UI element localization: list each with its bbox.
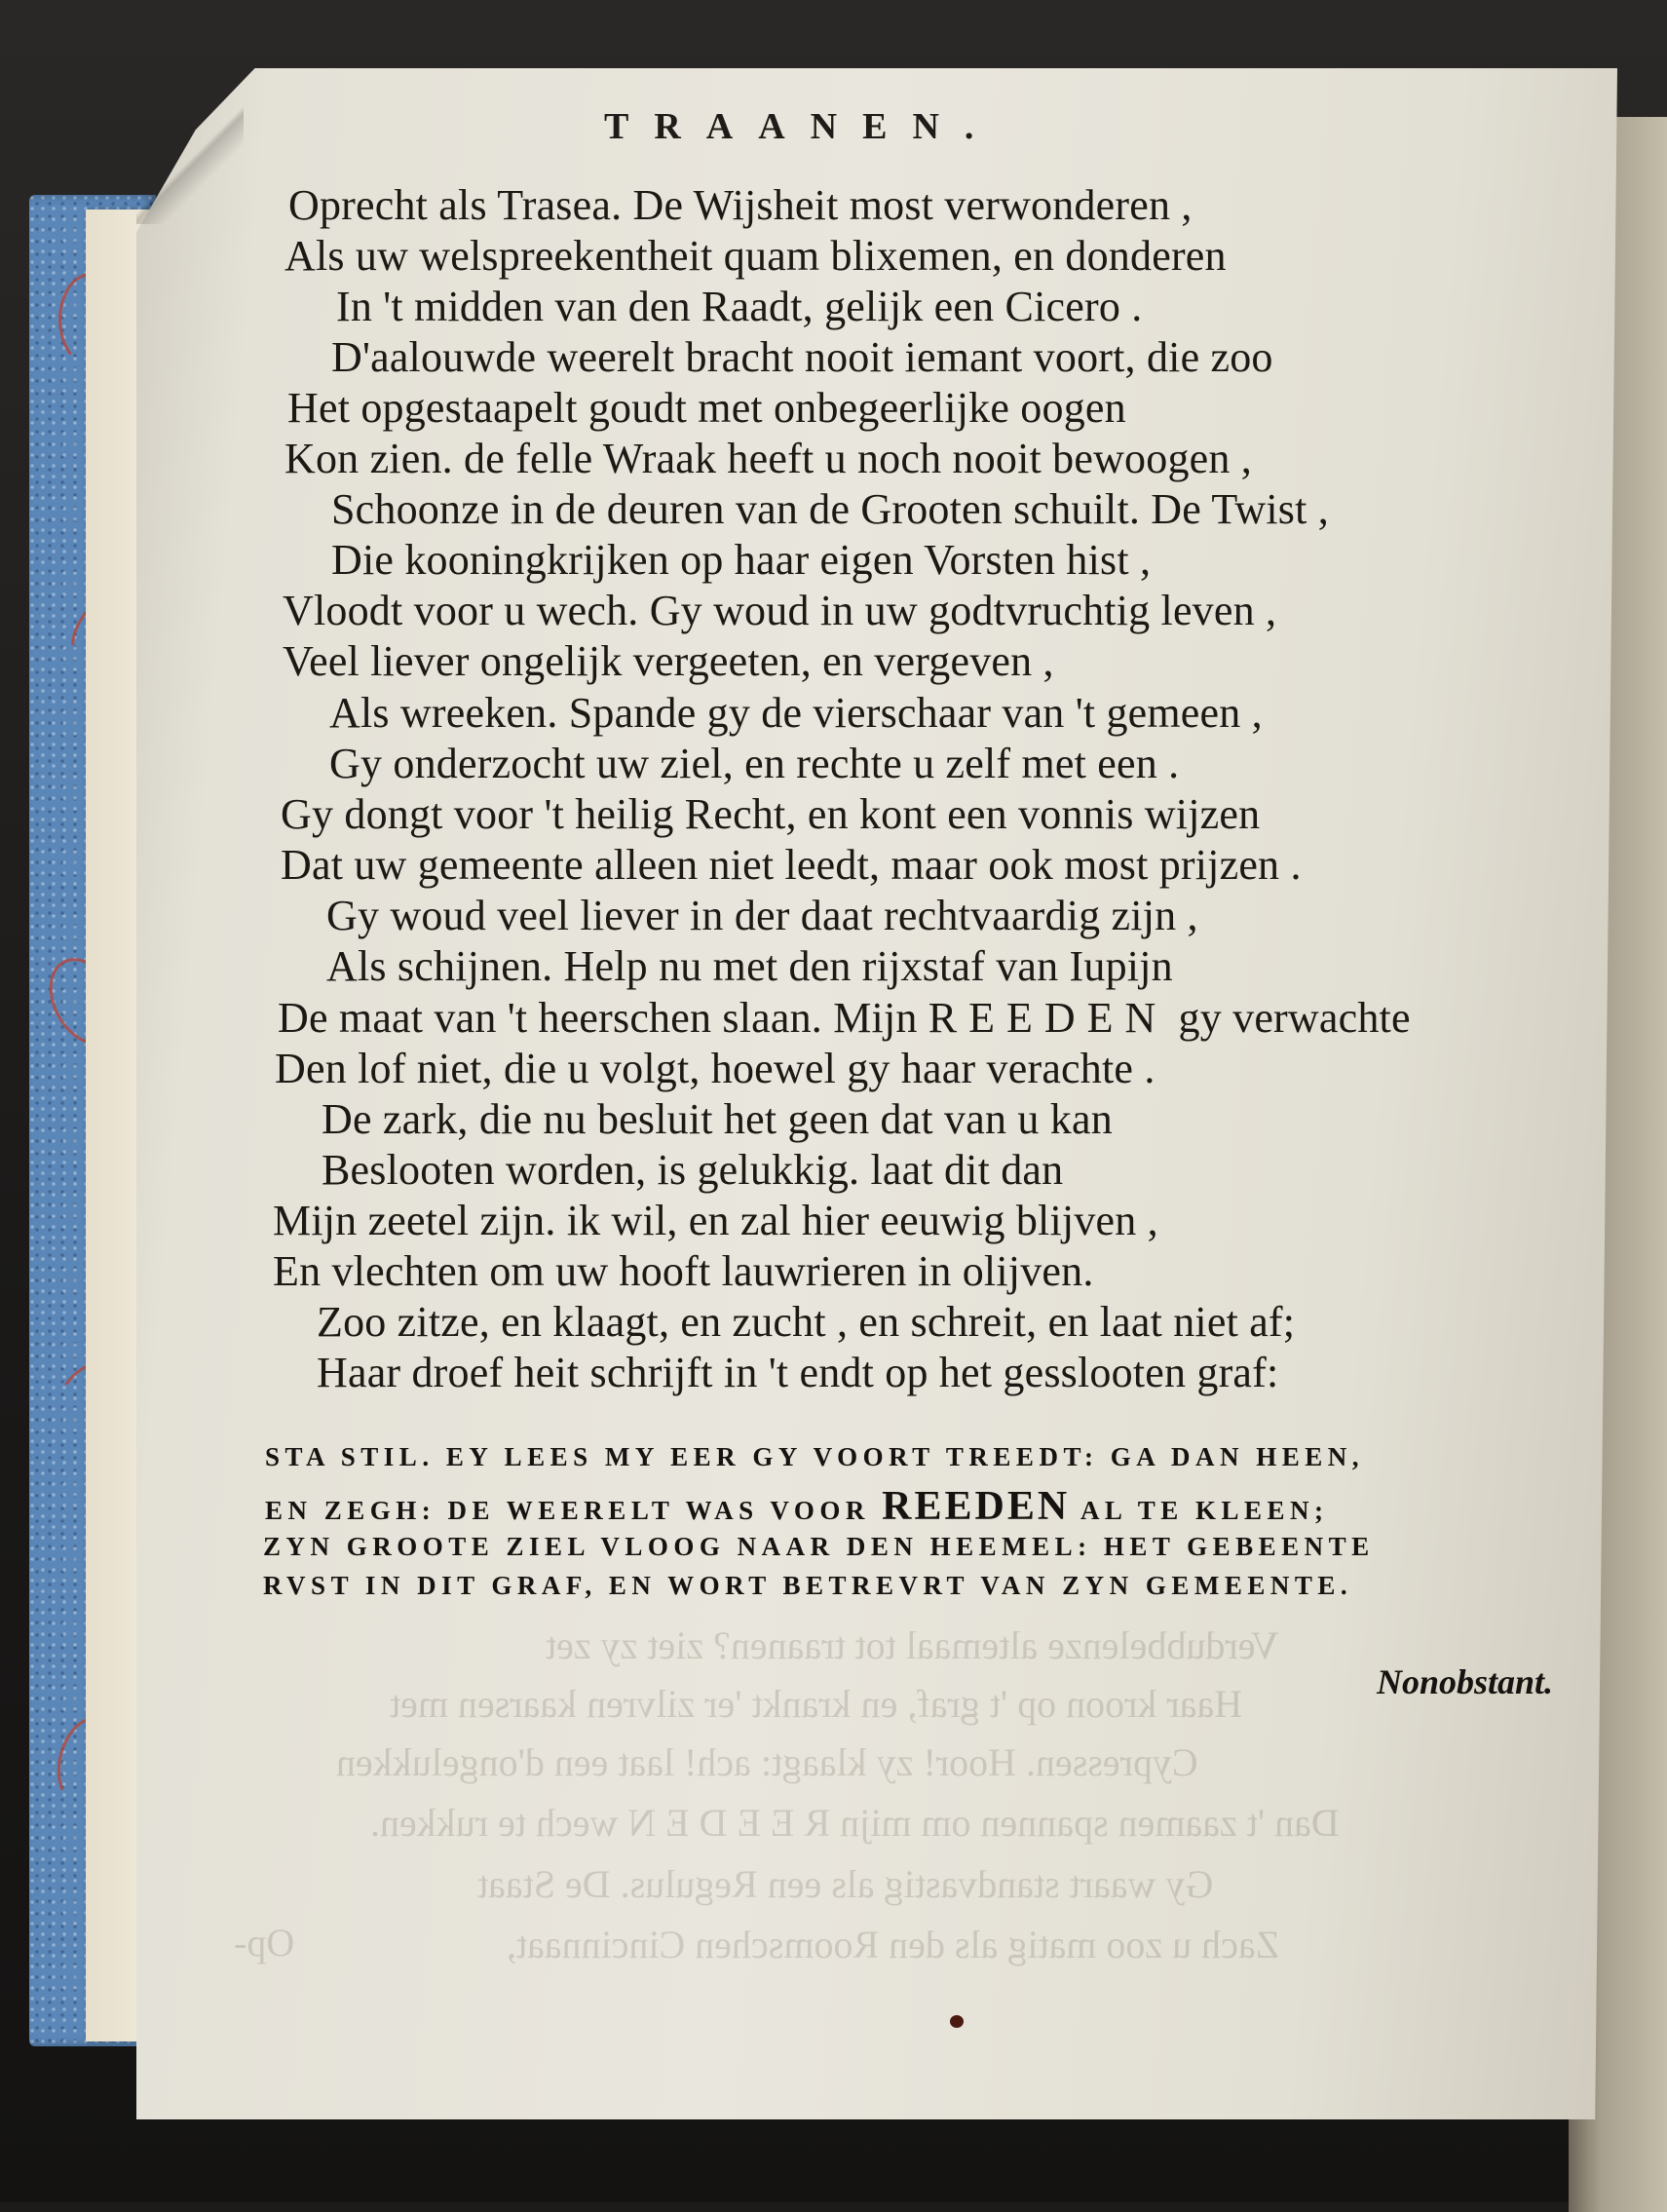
epitaph-line: STA STIL. EY LEES MY EER GY VOORT TREEDT: GA DAN HEEN,	[265, 1442, 1364, 1471]
poem-line: Schoonze in de deuren van de Grooten schuilt. De Twist ,	[331, 485, 1329, 533]
poem-line: Die kooningkrijken op haar eigen Vorsten hist ,	[331, 536, 1152, 584]
poem-line: Mijn zeetel zijn. ik wil, en zal hier eeuwig blijven ,	[273, 1197, 1158, 1244]
poem-line: Gy onderzocht uw ziel, en rechte u zelf met een .	[329, 740, 1180, 787]
epitaph-line: RVST IN DIT GRAF, EN WORT BETREVRT VAN ZYN GEMEENTE.	[263, 1571, 1353, 1600]
poem-line: Dat uw gemeente alleen niet leedt, maar ook most prijzen .	[281, 841, 1302, 889]
poem-line: Gy woud veel liever in der daat rechtvaardig zijn ,	[326, 892, 1198, 939]
poem-line: Als schijnen. Help nu met den rijxstaf van Iupijn	[326, 942, 1173, 990]
poem-line: Als wreeken. Spande gy de vierschaar van 't gemeen ,	[329, 689, 1263, 737]
poem-line: Zoo zitze, en klaagt, en zucht , en schreit, en laat niet af;	[317, 1298, 1296, 1346]
epitaph-line	[265, 1483, 1329, 1530]
epitaph-text: EN ZEGH: DE WEERELT WAS VOOR	[265, 1496, 870, 1525]
page-corner-fold	[136, 68, 244, 224]
poem-line: Den lof niet, die u volgt, hoewel gy haar verachte .	[275, 1045, 1156, 1092]
poem-line: D'aalouwde weerelt bracht nooit iemant voort, die zoo	[331, 333, 1273, 381]
poem-line: Beslooten worden, is gelukkig. laat dit dan	[322, 1146, 1064, 1194]
catchword: Nonobstant.	[1377, 1662, 1554, 1701]
reeden-name: REEDEN	[928, 994, 1168, 1042]
poem-line: Gy dongt voor 't heilig Recht, en kont een vonnis wijzen	[281, 790, 1261, 838]
poem-line-text: gy verwachte	[1178, 994, 1411, 1042]
running-head: TRAANEN.	[604, 106, 1000, 147]
poem-line: Oprecht als Trasea. De Wijsheit most verwonderen ,	[288, 181, 1193, 229]
poem-line: En vlechten om uw hooft lauwrieren in olijven.	[273, 1247, 1094, 1295]
poem-line: In 't midden van den Raadt, gelijk een Cicero .	[336, 283, 1143, 330]
poem-line: Haar droef heit schrijft in 't endt op het gesslooten graf:	[317, 1349, 1279, 1396]
poem-line: Vloodt voor u wech. Gy woud in uw godtvruchtig leven ,	[283, 587, 1277, 634]
poem-line: De zark, die nu besluit het geen dat van u kan	[322, 1095, 1113, 1143]
poem-line-text: De maat van 't heerschen slaan. Mijn	[278, 994, 918, 1042]
epitaph-line: ZYN GROOTE ZIEL VLOOG NAAR DEN HEEMEL: HET GEBEENTE	[263, 1532, 1375, 1561]
poem-line	[278, 993, 1411, 1043]
poem-line: Als uw welspreekentheit quam blixemen, en donderen	[284, 232, 1227, 280]
epitaph-text: AL TE KLEEN;	[1080, 1496, 1329, 1525]
poem-line: Veel liever ongelijk vergeeten, en vergeven ,	[283, 637, 1054, 685]
reeden-name: REEDEN	[882, 1484, 1071, 1529]
poem-line: Het opgestaapelt goudt met onbegeerlijke oogen	[287, 384, 1126, 432]
ink-spot	[950, 2015, 964, 2028]
poem-line: Kon zien. de felle Wraak heeft u noch nooit bewoogen ,	[284, 435, 1252, 482]
